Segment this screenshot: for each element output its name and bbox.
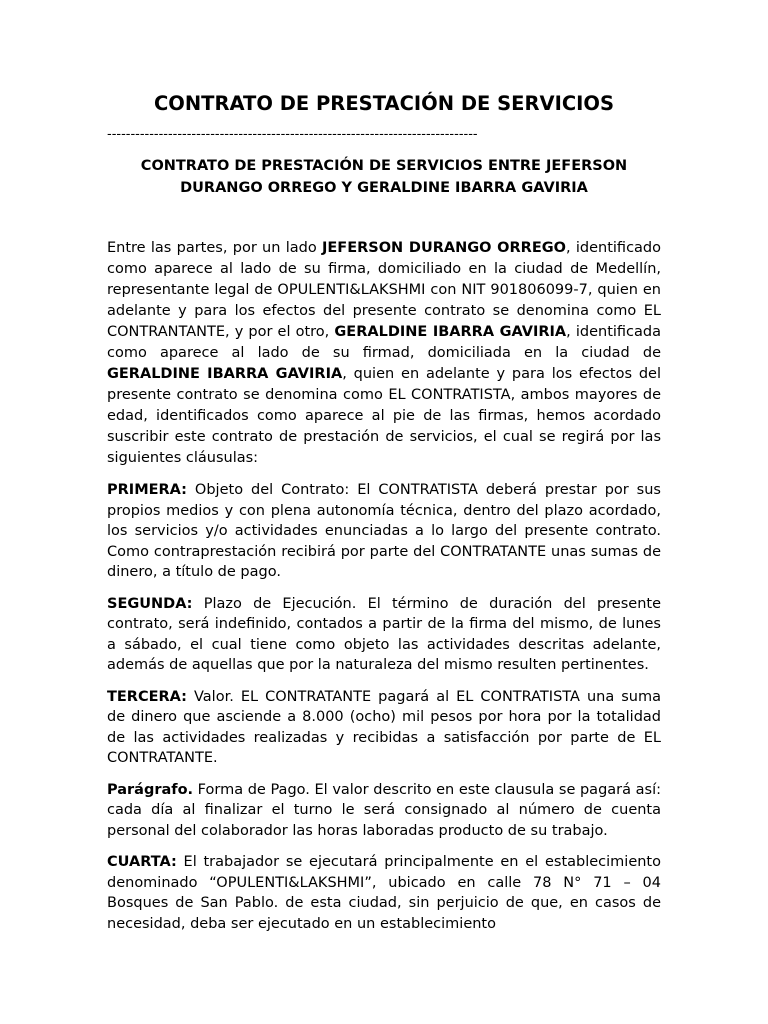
clause-tercera-text: Valor. EL CONTRATANTE pagará al EL CONTRATISTA una suma de dinero que asciende a 8.000 (ocho) mil pesos por hora por la totalidad de las actividades realizadas y recibidas a satisfacción por parte de EL CONTRATANTE. [107,688,661,766]
party-contratante-name: JEFERSON DURANGO ORREGO [322,240,566,256]
intro-text-1: Entre las partes, por un lado [107,240,322,256]
clause-cuarta-label: CUARTA: [107,854,177,870]
intro-text-4: , quien en adelante y para los efectos del presente contrato se denomina como EL CONTRATISTA, ambos mayores de edad, identificados como aparece al pie de las firmas, hemos acordado suscribir este contrato de prestación de servicios, el cual se regirá por las siguientes cláusulas: [107,366,661,466]
clause-segunda-text: Plazo de Ejecución. El término de duración del presente contrato, será indefinido, contados a partir de la firma del mismo, de lunes a sábado, el cual tiene como objeto las actividades descritas adelante, además de aquellas que por la naturaleza del mismo resulten pertinentes. [107,595,661,673]
clause-tercera [107,687,661,769]
clause-segunda-label: SEGUNDA: [107,595,193,612]
clause-tercera-label: TERCERA: [107,688,187,705]
separator-line: ------------------------------------------------------------------------------- [107,127,478,142]
domicile-city: GERALDINE IBARRA GAVIRIA [107,366,343,382]
clause-cuarta [107,852,661,934]
intro-text-2: , identificado como aparece al lado de su firma, domiciliado en la ciudad de Medellín, representante legal de OPULENTI&LAKSHMI con NIT 901806099-7, quien en adelante y para los efectos del presente contrato se denomina como EL CONTRANTANTE, y por el otro, [107,240,662,340]
intro-paragraph [107,238,661,469]
party-contratista-name: GERALDINE IBARRA GAVIRIA [334,324,567,340]
clause-paragrafo [107,780,661,842]
clause-paragrafo-label: Parágrafo. [107,781,194,798]
clause-paragrafo-text: Forma de Pago. El valor descrito en este clausula se pagará así: cada día al finalizar el turno le será consignado al número de cuenta personal del colaborador las horas laboradas producto de su trabajo. [107,781,661,839]
clause-primera-label: PRIMERA: [107,482,187,498]
clause-cuarta-text: El trabajador se ejecutará principalmente en el establecimiento denominado “OPULENTI&LAKSHMI”, ubicado en calle 78 N° 71 – 04 Bosques de San Pablo. de esta ciudad, sin perjuicio de que, en casos de necesidad, deba ser ejecutado en un establecimiento [107,854,661,932]
contract-body [107,238,661,945]
clause-segunda [107,594,661,676]
document-subtitle: CONTRATO DE PRESTACIÓN DE SERVICIOS ENTRE JEFERSON DURANGO ORREGO Y GERALDINE IBARRA GAVIRIA [140,158,628,196]
intro-text-3: , identificada como aparece al lado de su firmad, domiciliada en la ciudad de [107,324,661,361]
clause-primera-text: Objeto del Contrato: El CONTRATISTA deberá prestar por sus propios medios y con plena autonomía técnica, dentro del plazo acordado, los servicios y/o actividades enunciadas a lo largo del presente contrato. Como contraprestación recibirá por parte del CONTRATANTE unas sumas de dinero, a título de pago. [107,482,661,580]
document-title: CONTRATO DE PRESTACIÓN DE SERVICIOS [153,92,615,115]
clause-primera [107,480,661,583]
